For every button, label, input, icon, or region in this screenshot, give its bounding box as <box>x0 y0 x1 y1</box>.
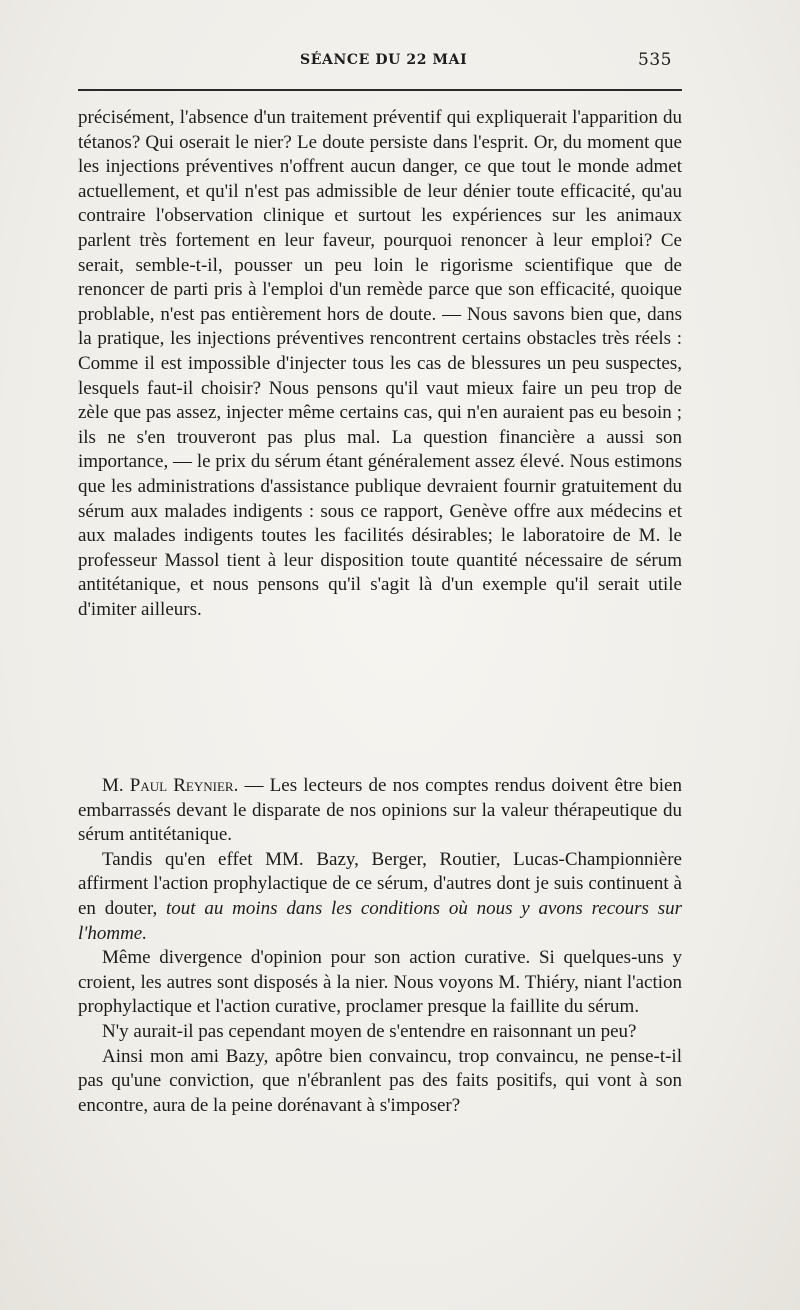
running-head: SÉANCE DU 22 MAI <box>300 52 468 68</box>
paragraph-reynier-intro <box>78 774 682 848</box>
paragraph-divergence: Même divergence d'opinion pour son action curative. Si quelques-uns y croient, les autres sont disposés à la nier. Nous voyons M. Thiéry, niant l'action prophylactique et l'action curative, proclamer presque la faillite du sérum. <box>78 947 682 1018</box>
page-number: 535 <box>638 50 672 70</box>
paragraph-bazy-berger-text: Tandis qu'en effet MM. Bazy, Berger, Routier, Lucas-Championnière affirment l'action prophylactique de ce sérum, d'autres dont je suis continuent à en douter, <box>78 848 682 919</box>
body-text-top <box>78 106 682 622</box>
paragraph-reynier-text: — Les lecteurs de nos comptes rendus doivent être bien embarrassés devant le disparate de nos opinions sur la valeur thérapeutique du sérum antitétanique. <box>78 775 682 846</box>
page-header <box>0 52 800 74</box>
speaker-name: M. Paul Reynier. <box>102 775 239 796</box>
paragraph-italic-text: tout au moins dans les conditions où nous y avons recours sur l'homme. <box>78 897 682 944</box>
paragraph-bazy-conviction: Ainsi mon ami Bazy, apôtre bien convaincu, trop convaincu, ne pense-t-il pas qu'une conviction, que n'ébranlent pas des faits positifs, qui vont à son encontre, aura de la peine dorénavant à s'imposer? <box>78 1045 682 1116</box>
body-text-bottom <box>78 774 682 1118</box>
paragraph-bazy-berger <box>78 848 682 946</box>
header-rule <box>78 89 682 91</box>
paragraph-question: N'y aurait-il pas cependant moyen de s'entendre en raisonnant un peu? <box>102 1020 637 1042</box>
paragraph-continuation: précisément, l'absence d'un traitement préventif qui expliquerait l'apparition du tétanos? Qui oserait le nier? Le doute persiste dans l'esprit. Or, du moment que les injections préventives n'offrent aucun danger, ce que tout le monde admet actuellement, et qu'il n'est pas admissible de leur dénier toute efficacité, qu'au contraire l'observation clinique et surtout les expériences sur les animaux parlent très fortement en leur faveur, pourquoi renoncer à leur emploi? Ce serait, semble-t-il, pousser un peu loin le rigorisme scientifique que de renoncer de parti pris à l'emploi d'un remède parce que son efficacité, quoique problable, n'est pas entièrement hors de doute. — Nous savons bien que, dans la pratique, les injections préventives rencontrent certains obstacles très réels : Comme il est impossible d'injecter tous les cas de blessures un peu suspectes, lesquels faut-il choisir? Nous pensons qu'il vaut mieux faire un peu trop de zèle que pas assez, injecter même certains cas, qui n'en auraient pas eu besoin ; ils ne s'en trouveront pas plus mal. La question financière a aussi son importance, — le prix du sérum étant généralement assez élevé. Nous estimons que les administrations d'assistance publique devraient fournir gratuitement du sérum aux malades indigents : sous ce rapport, Genève offre aux médecins et aux malades indigents toutes les facilités désirables; le laboratoire de M. le professeur Massol tient à leur disposition toute quantité nécessaire de sérum antitétanique, et nous pensons qu'il s'agit là d'un exemple qu'il serait utile d'imiter ailleurs. <box>78 107 682 620</box>
